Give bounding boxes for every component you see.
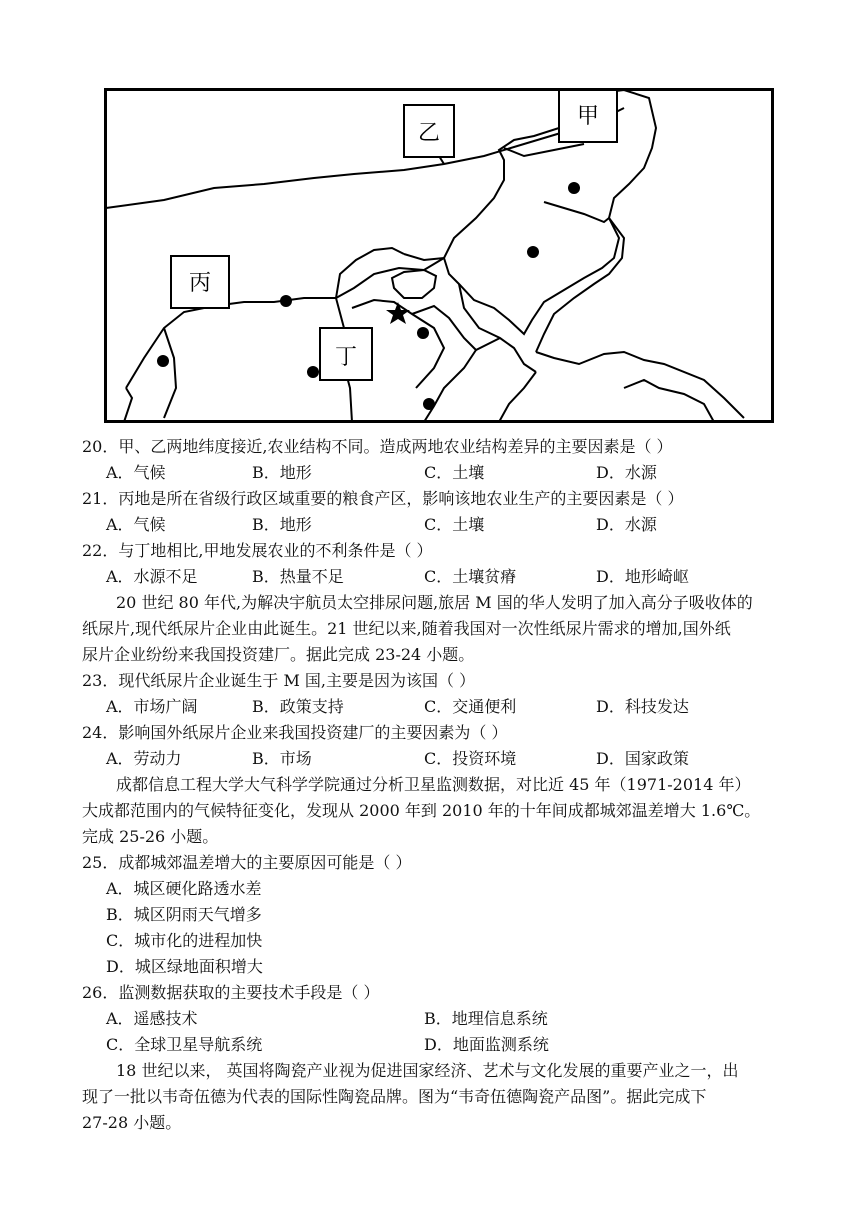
passage-1-line-1: 20 世纪 80 年代,为解决宇航员太空排尿问题,旅居 M 国的华人发明了加入高分子吸收体的: [116, 593, 753, 612]
question-20-stem: 20．甲、乙两地纬度接近,农业结构不同。造成两地农业结构差异的主要因素是（ ）: [82, 437, 673, 456]
question-25-stem: 25．成都城郊温差增大的主要原因可能是（ ）: [82, 853, 412, 872]
q26-option-b: B．地理信息系统: [424, 1009, 548, 1028]
city-dot: [307, 366, 319, 378]
q20-option-b: B．地形: [252, 463, 312, 482]
q25-option-d: D．城区绿地面积增大: [106, 957, 263, 976]
q20-option-a: A．气候: [106, 463, 166, 482]
q25-option-c: C．城市化的进程加快: [106, 931, 263, 950]
passage-1-line-3: 尿片企业纷纷来我国投资建厂。据此完成 23-24 小题。: [82, 645, 475, 664]
passage-3-line-1: 18 世纪以来， 英国将陶瓷产业视为促进国家经济、艺术与文化发展的重要产业之一，出: [116, 1061, 739, 1080]
city-dot: [568, 182, 580, 194]
question-23-stem: 23．现代纸尿片企业诞生于 M 国,主要是因为该国（ ）: [82, 671, 476, 690]
q23-option-c: C．交通便利: [424, 697, 517, 716]
q24-option-c: C．投资环境: [424, 749, 517, 768]
q23-option-a: A．市场广阔: [106, 697, 198, 716]
q26-option-d: D．地面监测系统: [424, 1035, 549, 1054]
city-dot: [157, 355, 169, 367]
question-22-stem: 22．与丁地相比,甲地发展农业的不利条件是（ ）: [82, 541, 433, 560]
q24-option-a: A．劳动力: [106, 749, 182, 768]
q26-option-a: A．遥感技术: [106, 1009, 198, 1028]
question-24-stem: 24．影响国外纸尿片企业来我国投资建厂的主要因素为（ ）: [82, 723, 508, 742]
q20-option-c: C．土壤: [424, 463, 485, 482]
label-bing: [171, 256, 229, 308]
q22-option-c: C．土壤贫瘠: [424, 567, 517, 586]
svg-text:乙: 乙: [417, 121, 441, 146]
q26-option-c: C．全球卫星导航系统: [106, 1035, 263, 1054]
svg-text:丁: 丁: [334, 345, 358, 370]
q21-option-d: D．水源: [596, 515, 657, 534]
passage-3-line-3: 27-28 小题。: [82, 1113, 182, 1132]
q23-option-b: B．政策支持: [252, 697, 344, 716]
passage-2-line-2: 大成都范围内的气候特征变化，发现从 2000 年到 2010 年的十年间成都城郊温差增大 1.6℃。: [82, 801, 761, 820]
passage-2-line-3: 完成 25-26 小题。: [82, 827, 219, 846]
q25-option-b: B．城区阴雨天气增多: [106, 905, 262, 924]
question-21-stem: 21．丙地是所在省级行政区域重要的粮食产区，影响该地农业生产的主要因素是（ ）: [82, 489, 684, 508]
q21-option-c: C．土壤: [424, 515, 485, 534]
city-dot: [423, 398, 435, 410]
svg-text:甲: 甲: [576, 104, 600, 129]
label-jia: [559, 90, 617, 142]
q21-option-a: A．气候: [106, 515, 166, 534]
city-dot: [280, 295, 292, 307]
city-dot: [417, 327, 429, 339]
passage-3-line-2: 现了一批以韦奇伍德为代表的国际性陶瓷品牌。图为“韦奇伍德陶瓷产品图”。据此完成下: [82, 1087, 707, 1106]
q22-option-d: D．地形崎岖: [596, 567, 689, 586]
passage-1-line-2: 纸尿片,现代纸尿片企业由此诞生。21 世纪以来,随着我国对一次性纸尿片需求的增加,国外纸: [82, 619, 731, 638]
q23-option-d: D．科技发达: [596, 697, 689, 716]
svg-text:丙: 丙: [188, 271, 212, 296]
q24-option-b: B．市场: [252, 749, 312, 768]
region-map: [104, 88, 774, 423]
q22-option-b: B．热量不足: [252, 567, 344, 586]
q21-option-b: B．地形: [252, 515, 312, 534]
passage-2-line-1: 成都信息工程大学大气科学学院通过分析卫星监测数据，对比近 45 年（1971-2014 年）: [116, 775, 751, 794]
q22-option-a: A．水源不足: [106, 567, 198, 586]
label-ding: [320, 328, 372, 380]
city-dot: [527, 246, 539, 258]
q25-option-a: A．城区硬化路透水差: [106, 879, 262, 898]
q24-option-d: D．国家政策: [596, 749, 689, 768]
q20-option-d: D．水源: [596, 463, 657, 482]
question-26-stem: 26．监测数据获取的主要技术手段是（ ）: [82, 983, 380, 1002]
label-yi: [404, 105, 454, 157]
